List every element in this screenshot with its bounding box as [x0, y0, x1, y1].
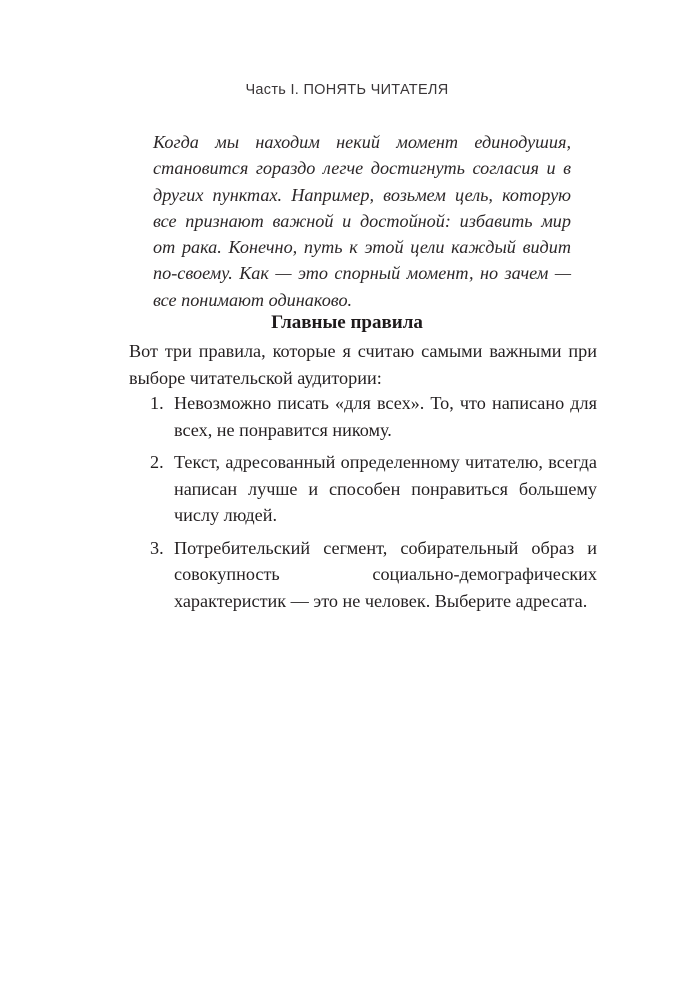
running-header: Часть I. ПОНЯТЬ ЧИТАТЕЛЯ — [245, 82, 449, 98]
rule-text: Текст, адресованный определенному читателю, всегда написан лучше и способен понравиться большему числу людей. — [174, 452, 597, 525]
section-heading: Главные правила — [271, 312, 423, 333]
quote-paragraph: Когда мы находим некий момент единодушия, становится гораздо легче достигнуть согласия и в других пунктах. Например, возьмем цель, которую все признают важной и достойной: избавить мир от рака. Конечно, путь к этой цели каждый видит по-своему. Как — это спорный момент, но зачем — все понимают одинаково. — [153, 132, 571, 310]
rule-text: Невозможно писать «для всех». То, что написано для всех, не понравится никому. — [174, 393, 597, 440]
intro-paragraph: Вот три правила, которые я считаю самыми важными при выборе читательской аудитории: — [129, 341, 597, 388]
rule-item-3 — [150, 535, 597, 615]
rule-number: 2. — [150, 452, 164, 472]
rules-list — [150, 390, 597, 620]
rule-number: 3. — [150, 537, 164, 558]
rule-text: Потребительский сегмент, собирательный образ и совокупность социально-демографических характеристик — это не человек. Выберите адресата. — [174, 537, 597, 611]
rule-number: 1. — [150, 393, 164, 413]
rule-item-2 — [150, 449, 597, 529]
rule-item-1 — [150, 390, 597, 443]
